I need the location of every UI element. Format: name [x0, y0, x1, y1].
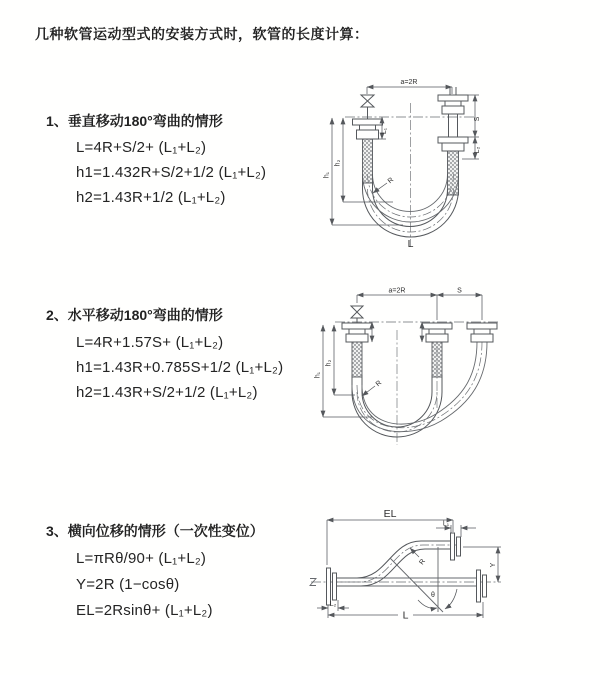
label-h2: h₂	[325, 359, 333, 367]
radius-leader	[362, 380, 383, 396]
dim-l2	[317, 600, 349, 611]
label-h1: h₁	[314, 371, 322, 379]
label-s: S	[474, 116, 481, 122]
left-fitting	[353, 119, 383, 183]
dim-l1	[436, 521, 476, 538]
label-l2: L₂	[329, 601, 337, 608]
label-l: L	[402, 609, 409, 622]
label-y: Y	[490, 562, 497, 568]
label-l1: L₁	[442, 520, 450, 528]
dim-s	[468, 95, 481, 137]
dim-a-2r	[367, 79, 452, 94]
section-2-formula-h1: h1=1.43R+0.785S+1/2 (L₁+L₂)	[76, 359, 284, 376]
section-1-formula-l: L=4R+S/2+ (L₁+L₂)	[76, 139, 207, 156]
angle-construction	[390, 547, 457, 612]
label-h2: h₂	[334, 159, 342, 167]
lower-right-flange	[477, 570, 487, 602]
label-a2r: a=2R	[388, 287, 406, 295]
right-fitting	[438, 87, 468, 195]
radius-leader	[410, 548, 427, 566]
label-theta: θ	[431, 592, 435, 599]
middle-fitting	[422, 323, 452, 377]
section-2-formula-h2: h2=1.43R+S/2+1/2 (L₁+L₂)	[76, 384, 258, 401]
braided-hose-middle	[432, 342, 442, 377]
valve-icon	[361, 95, 374, 119]
label-el: EL	[383, 508, 397, 520]
label-r: R	[374, 379, 384, 389]
label-h1: h₁	[323, 171, 331, 179]
dim-l	[328, 602, 483, 622]
dim-s	[357, 288, 482, 321]
right-fitting	[467, 323, 497, 342]
label-l-bottom: L	[407, 238, 414, 250]
section-1-formula-h1: h1=1.432R+S/2+1/2 (L₁+L₂)	[76, 164, 267, 181]
section-3-heading: 3、横向位移的情形（一次性变位）	[46, 523, 264, 539]
section-3-formula-l: L=πRθ/90+ (L₁+L₂)	[76, 550, 207, 567]
upper-flange	[451, 533, 461, 560]
diagram-vertical-180-bend	[315, 75, 600, 260]
section-2-heading: 2、水平移动180°弯曲的情形	[46, 307, 223, 323]
section-1-formula-h2: h2=1.43R+1/2 (L₁+L₂)	[76, 189, 226, 206]
braided-hose-right	[448, 151, 459, 195]
section-1-heading: 1、垂直移动180°弯曲的情形	[46, 113, 223, 129]
label-l1: L₁	[381, 127, 388, 135]
braided-hose-left	[352, 342, 362, 377]
label-l2: L₂	[474, 146, 481, 154]
left-fitting	[342, 323, 372, 377]
dim-el	[327, 508, 453, 565]
section-3-formula-el: EL=2Rsinθ+ (L₁+L₂)	[76, 602, 213, 619]
label-s: S	[457, 287, 462, 295]
page-title: 几种软管运动型式的安装方式时，软管的长度计算：	[35, 26, 369, 42]
section-2-formula-l: L=4R+1.57S+ (L₁+L₂)	[76, 334, 224, 351]
label-r: R	[418, 558, 428, 567]
section-3-formula-y: Y=2R (1−cosθ)	[76, 576, 180, 593]
lower-left-flange	[327, 568, 337, 605]
diagram-horizontal-180-bend	[315, 285, 600, 460]
braided-hose-left	[363, 139, 373, 183]
label-a2r: a=2R	[400, 79, 418, 86]
radius-leader	[373, 177, 395, 193]
diagram-lateral-displacement	[305, 505, 600, 650]
dim-a-2r	[357, 288, 437, 296]
valve-icon	[351, 306, 363, 323]
label-r: R	[386, 176, 396, 186]
